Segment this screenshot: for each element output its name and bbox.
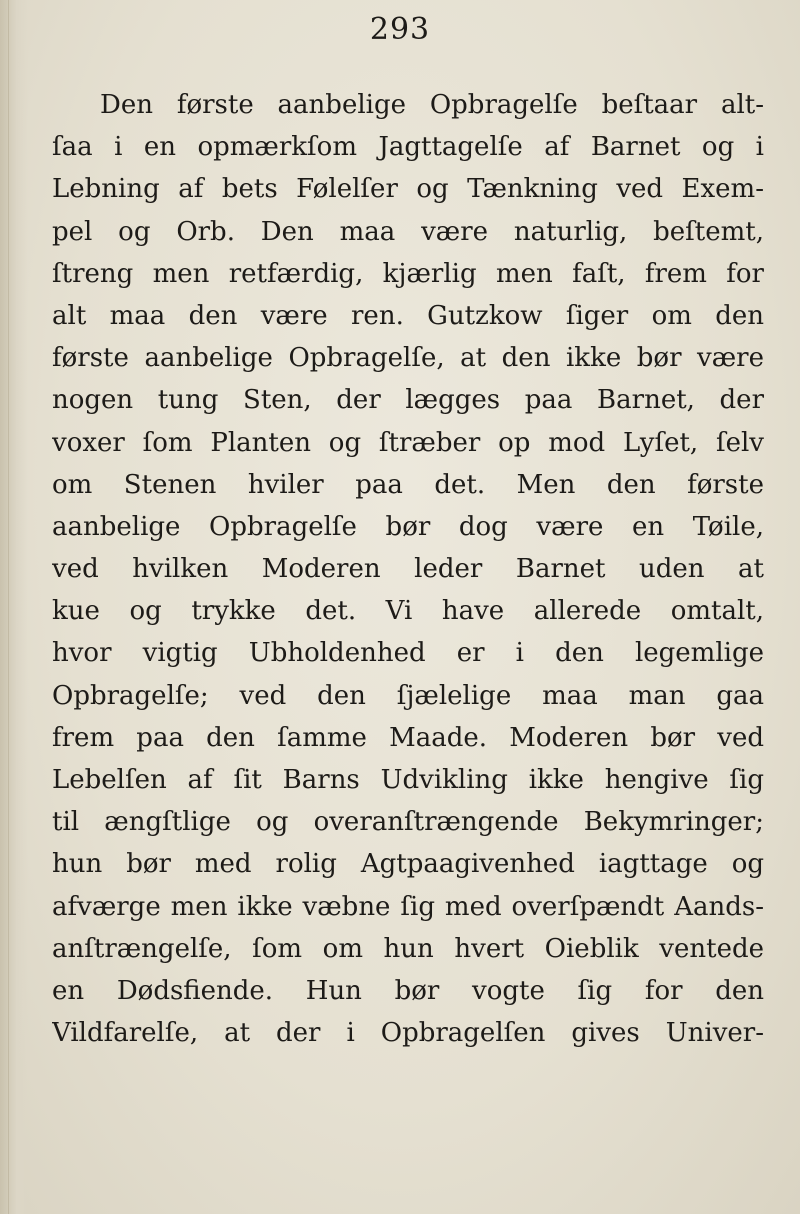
text-line: Lebning af bets Følelſer og Tænkning ved Exem- (52, 174, 764, 205)
text-line: aanbelige Opbragelſe bør dog være en Tøile, (52, 511, 764, 542)
body-paragraph (52, 84, 764, 1054)
text-line: Opbragelſe; ved den ſjælelige maa man gaa (52, 680, 764, 711)
text-line: til ængſtlige og overanſtrængende Bekymringer; (52, 807, 764, 838)
text-line: første aanbelige Opbragelſe, at den ikke bør være (52, 343, 764, 374)
text-line: Lebelſen af ſit Barns Udvikling ikke hengive ſig (52, 765, 764, 795)
page-gutter-shadow (0, 0, 28, 1214)
text-line: Den første aanbelige Opbragelſe beſtaar alt- (100, 90, 764, 120)
text-line: pel og Orb. Den maa være naturlig, beſtemt, (52, 216, 764, 247)
text-line: om Stenen hviler paa det. Men den første (52, 469, 764, 500)
text-line: afværge men ikke væbne ſig med overſpændt Aands- (52, 891, 764, 922)
text-line: alt maa den være ren. Gutzkow ſiger om den (52, 300, 764, 331)
text-line: en Dødsfiende. Hun bør vogte ſig for den (52, 975, 764, 1006)
text-line: ſaa i en opmærkſom Jagttagelſe af Barnet og i (52, 132, 764, 163)
text-line: hun bør med rolig Agtpaagivenhed iagttage og (52, 849, 764, 880)
text-line: nogen tung Sten, der lægges paa Barnet, der (52, 385, 764, 416)
text-line: ſtreng men retfærdig, kjærlig men faſt, frem for (52, 258, 764, 289)
text-line: voxer ſom Planten og ſtræber op mod Lyſet, ſelv (52, 427, 764, 458)
text-line: frem paa den ſamme Maade. Moderen bør ved (52, 722, 764, 753)
page-number: 293 (369, 12, 431, 47)
text-line: kue og trykke det. Vi have allerede omtalt, (52, 596, 764, 627)
text-line: hvor vigtig Ubholdenhed er i den legemlige (52, 638, 764, 669)
text-line: Vildfarelſe, at der i Opbragelſen gives Univer- (52, 1018, 764, 1049)
text-line: ved hvilken Moderen leder Barnet uden at (52, 554, 764, 585)
text-line: anſtrængelſe, ſom om hun hvert Oieblik ventede (52, 933, 764, 964)
page-edge-line (8, 0, 9, 1214)
